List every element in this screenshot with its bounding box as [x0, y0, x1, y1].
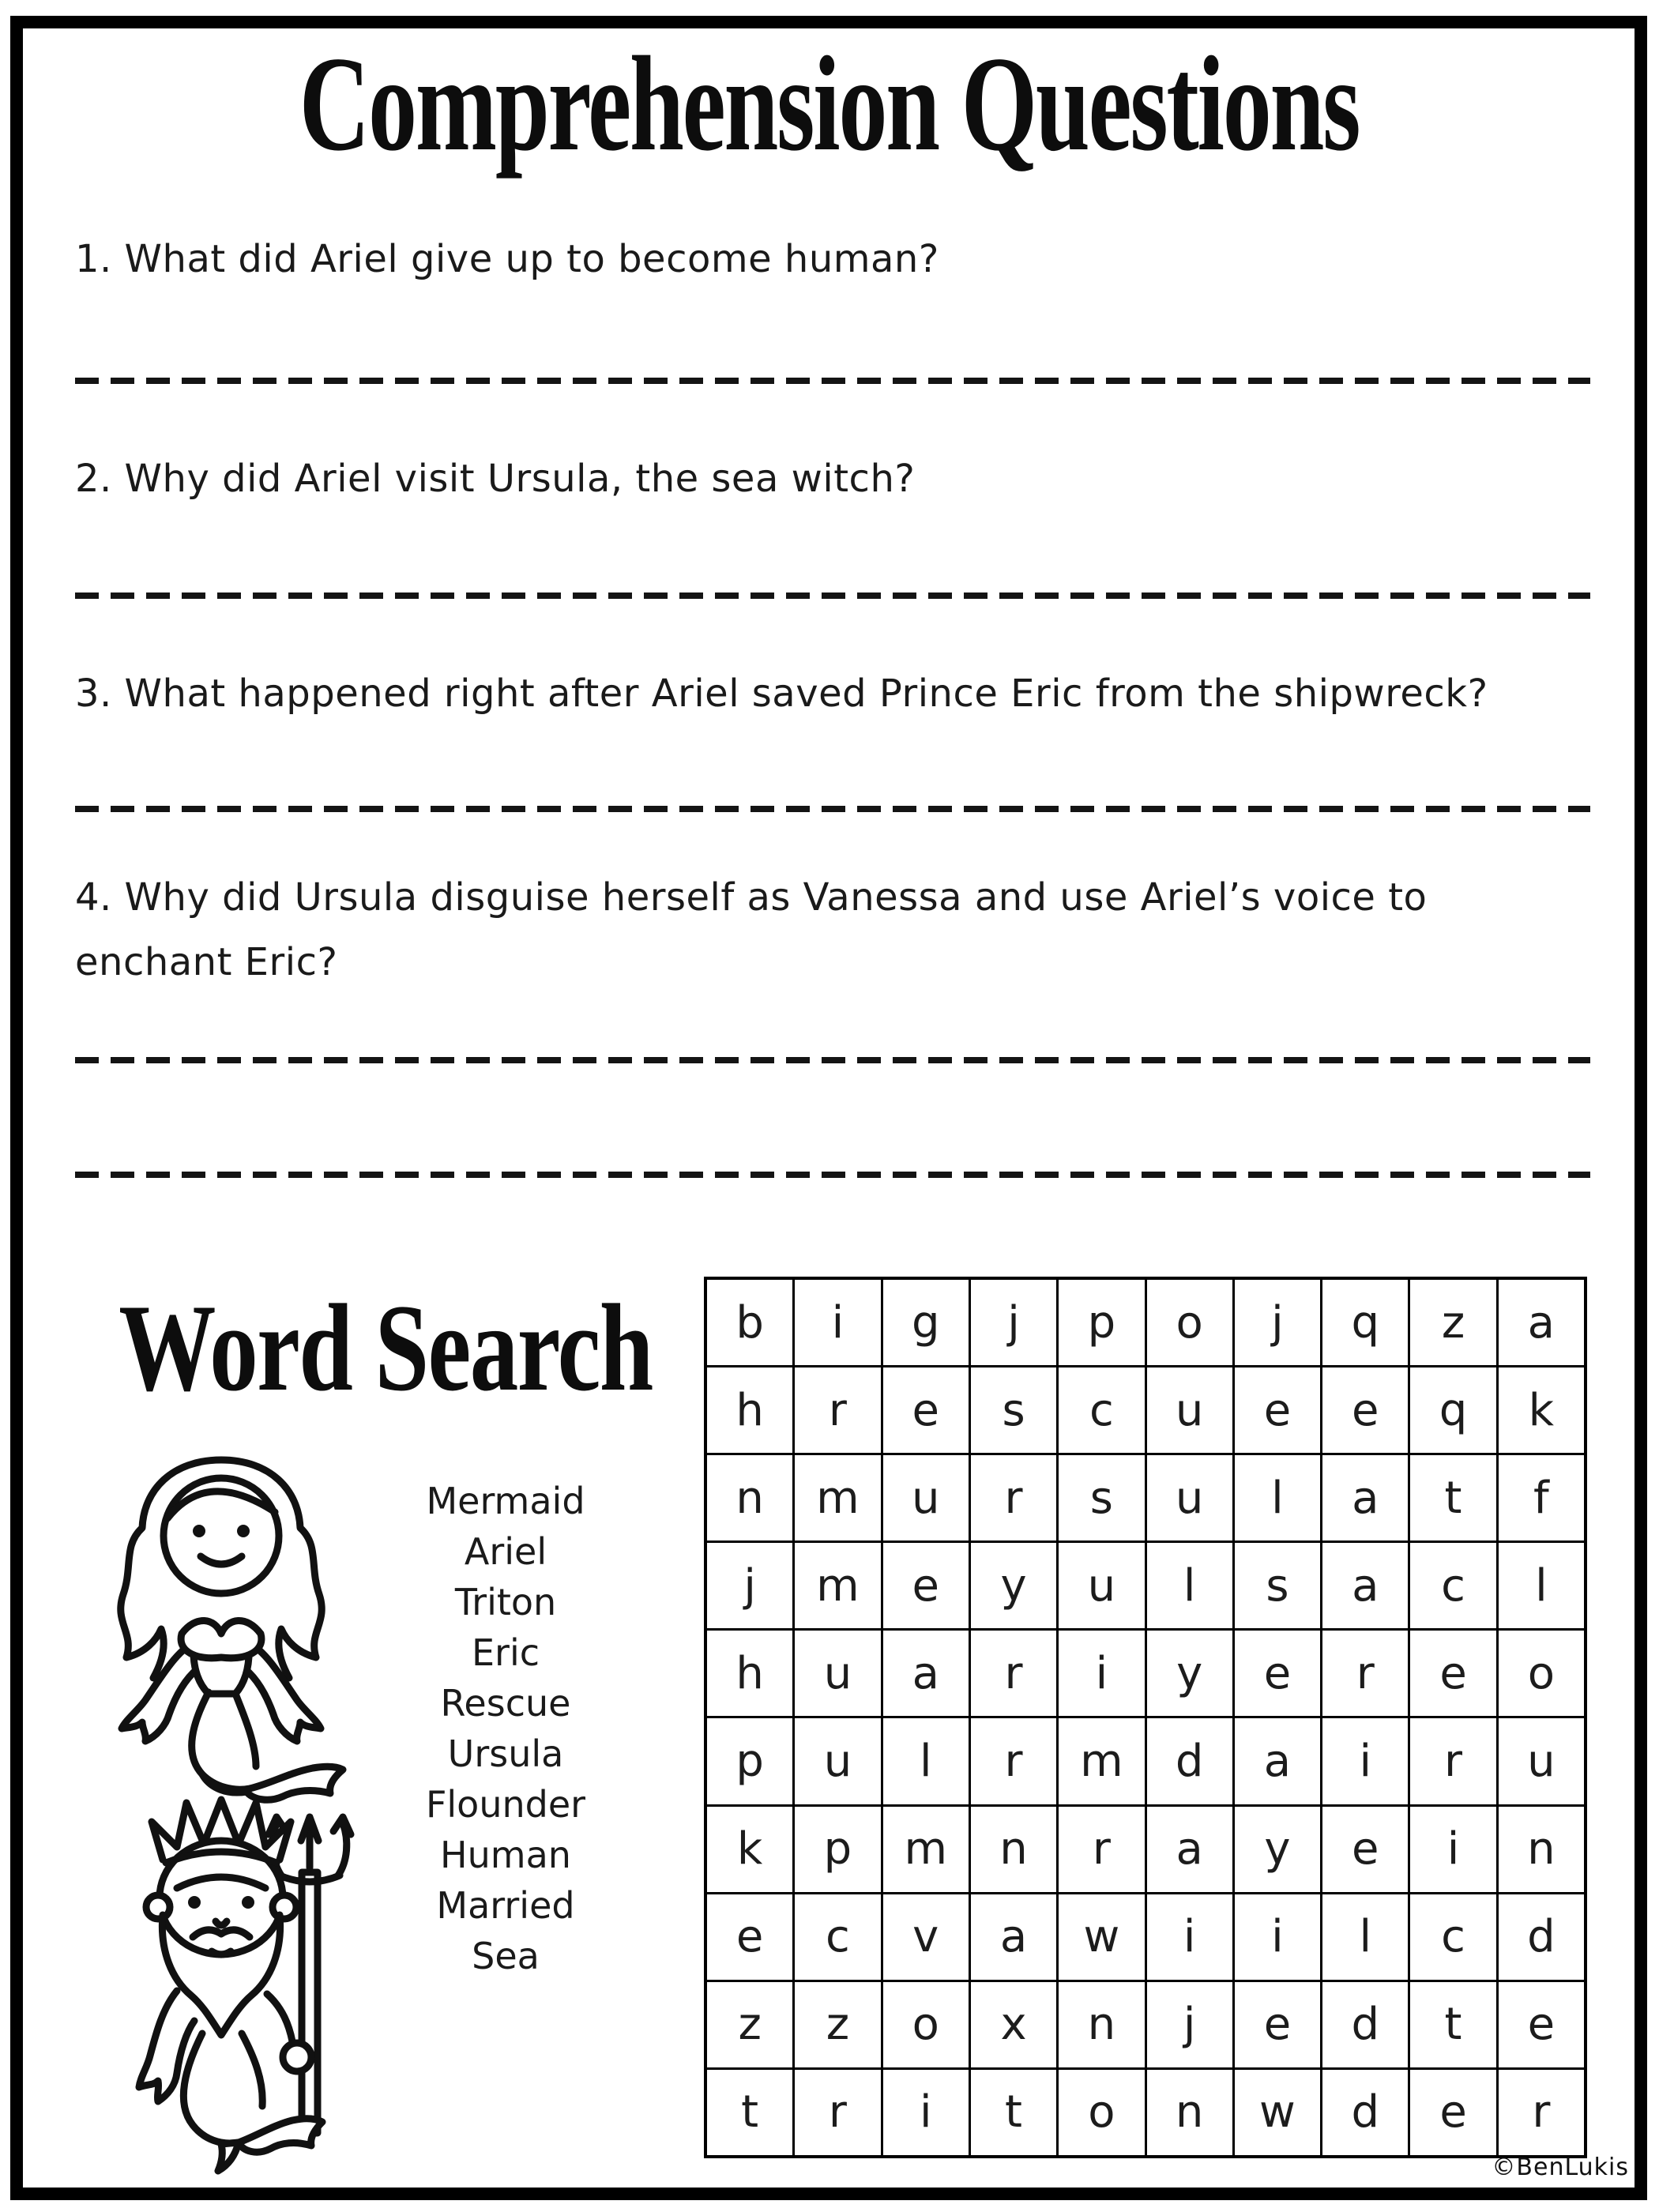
question-3: 3. What happened right after Ariel saved Prince Eric from the shipwreck?: [75, 672, 1488, 716]
grid-cell: a: [1235, 1718, 1320, 1804]
grid-cell: r: [1410, 1718, 1495, 1804]
grid-cell: i: [1059, 1631, 1144, 1716]
grid-cell: a: [1499, 1280, 1584, 1365]
grid-cell: m: [883, 1807, 969, 1892]
word-list-item: Eric: [471, 1631, 540, 1674]
watermark: ©BenLukis: [1492, 2154, 1629, 2181]
grid-cell: w: [1235, 2070, 1320, 2155]
grid-cell: n: [1059, 1982, 1144, 2067]
grid-cell: j: [1147, 1982, 1232, 2067]
grid-cell: t: [1410, 1982, 1495, 2067]
grid-cell: n: [1499, 1807, 1584, 1892]
grid-cell: e: [707, 1894, 792, 1980]
grid-cell: a: [883, 1631, 969, 1716]
word-list-item: Mermaid: [426, 1480, 585, 1522]
grid-cell: u: [795, 1718, 880, 1804]
word-list-item: Rescue: [440, 1682, 571, 1725]
grid-cell: e: [1235, 1982, 1320, 2067]
grid-cell: b: [707, 1280, 792, 1365]
grid-cell: r: [971, 1631, 1056, 1716]
grid-cell: w: [1059, 1894, 1144, 1980]
grid-cell: t: [1410, 1455, 1495, 1540]
king-triton-icon: [82, 1795, 363, 2185]
grid-cell: e: [1499, 1982, 1584, 2067]
grid-cell: r: [1059, 1807, 1144, 1892]
grid-cell: p: [707, 1718, 792, 1804]
grid-cell: g: [883, 1280, 969, 1365]
grid-cell: s: [1059, 1455, 1144, 1540]
grid-cell: u: [883, 1455, 969, 1540]
grid-cell: j: [707, 1543, 792, 1628]
page-title: [0, 29, 1659, 179]
grid-cell: i: [795, 1280, 880, 1365]
word-search-title: [43, 1279, 653, 1417]
grid-cell: c: [1410, 1543, 1495, 1628]
grid-cell: e: [1235, 1367, 1320, 1453]
mermaid-icon: [88, 1443, 354, 1811]
grid-cell: m: [795, 1543, 880, 1628]
grid-cell: i: [1235, 1894, 1320, 1980]
grid-cell: r: [971, 1718, 1056, 1804]
grid-cell: d: [1499, 1894, 1584, 1980]
grid-cell: a: [1322, 1455, 1408, 1540]
page-title-text: Comprehension Questions: [299, 29, 1360, 179]
word-list-item: Ariel: [464, 1530, 547, 1573]
grid-cell: r: [971, 1455, 1056, 1540]
word-list-item: Ursula: [447, 1732, 564, 1775]
answer-line-5: [75, 1172, 1590, 1178]
grid-cell: l: [1235, 1455, 1320, 1540]
grid-cell: s: [971, 1367, 1056, 1453]
word-list-item: Married: [436, 1884, 575, 1927]
grid-cell: o: [883, 1982, 969, 2067]
grid-cell: i: [1322, 1718, 1408, 1804]
grid-cell: z: [707, 1982, 792, 2067]
grid-cell: z: [795, 1982, 880, 2067]
grid-cell: y: [1147, 1631, 1232, 1716]
grid-cell: l: [883, 1718, 969, 1804]
grid-cell: k: [1499, 1367, 1584, 1453]
grid-cell: d: [1322, 1982, 1408, 2067]
grid-cell: c: [1059, 1367, 1144, 1453]
grid-cell: p: [1059, 1280, 1144, 1365]
word-list-item: Human: [440, 1834, 571, 1876]
grid-cell: h: [707, 1631, 792, 1716]
grid-cell: h: [707, 1367, 792, 1453]
grid-cell: u: [1059, 1543, 1144, 1628]
grid-cell: o: [1499, 1631, 1584, 1716]
question-1: 1. What did Ariel give up to become human?: [75, 237, 939, 281]
grid-cell: u: [1499, 1718, 1584, 1804]
word-search-title-text: Word Search: [118, 1279, 653, 1417]
answer-line-3: [75, 806, 1590, 812]
grid-cell: e: [1322, 1807, 1408, 1892]
grid-cell: a: [971, 1894, 1056, 1980]
grid-cell: u: [1147, 1455, 1232, 1540]
grid-cell: r: [795, 2070, 880, 2155]
answer-line-1: [75, 378, 1590, 384]
grid-cell: l: [1147, 1543, 1232, 1628]
grid-cell: j: [971, 1280, 1056, 1365]
grid-cell: c: [795, 1894, 880, 1980]
grid-cell: d: [1147, 1718, 1232, 1804]
grid-cell: t: [707, 2070, 792, 2155]
grid-cell: e: [883, 1543, 969, 1628]
grid-cell: a: [1322, 1543, 1408, 1628]
grid-cell: q: [1410, 1367, 1495, 1453]
grid-cell: l: [1499, 1543, 1584, 1628]
grid-cell: n: [971, 1807, 1056, 1892]
grid-cell: l: [1322, 1894, 1408, 1980]
grid-cell: o: [1059, 2070, 1144, 2155]
grid-cell: y: [1235, 1807, 1320, 1892]
word-list-item: Flounder: [425, 1783, 586, 1826]
grid-cell: z: [1410, 1280, 1495, 1365]
grid-cell: c: [1410, 1894, 1495, 1980]
grid-cell: j: [1235, 1280, 1320, 1365]
grid-cell: n: [1147, 2070, 1232, 2155]
grid-cell: t: [971, 2070, 1056, 2155]
grid-cell: s: [1235, 1543, 1320, 1628]
grid-cell: p: [795, 1807, 880, 1892]
grid-cell: n: [707, 1455, 792, 1540]
grid-cell: x: [971, 1982, 1056, 2067]
grid-cell: i: [1410, 1807, 1495, 1892]
grid-cell: e: [1410, 2070, 1495, 2155]
grid-cell: d: [1322, 2070, 1408, 2155]
grid-cell: u: [1147, 1367, 1232, 1453]
grid-cell: i: [1147, 1894, 1232, 1980]
grid-cell: m: [795, 1455, 880, 1540]
answer-line-4: [75, 1057, 1590, 1063]
grid-cell: e: [1410, 1631, 1495, 1716]
grid-cell: r: [1499, 2070, 1584, 2155]
word-list: [348, 1476, 664, 1981]
word-search-grid: [704, 1277, 1587, 2158]
grid-cell: r: [1322, 1631, 1408, 1716]
grid-cell: y: [971, 1543, 1056, 1628]
grid-cell: i: [883, 2070, 969, 2155]
grid-cell: q: [1322, 1280, 1408, 1365]
grid-cell: v: [883, 1894, 969, 1980]
grid-cell: a: [1147, 1807, 1232, 1892]
grid-cell: f: [1499, 1455, 1584, 1540]
grid-cell: m: [1059, 1718, 1144, 1804]
question-4: 4. Why did Ursula disguise herself as Vanessa and use Ariel’s voice to enchant Eric?: [75, 875, 1428, 984]
word-list-item: Triton: [454, 1581, 557, 1623]
question-2: 2. Why did Ariel visit Ursula, the sea witch?: [75, 457, 916, 501]
grid-cell: u: [795, 1631, 880, 1716]
grid-cell: r: [795, 1367, 880, 1453]
grid-cell: k: [707, 1807, 792, 1892]
grid-cell: o: [1147, 1280, 1232, 1365]
grid-cell: e: [1235, 1631, 1320, 1716]
grid-cell: e: [1322, 1367, 1408, 1453]
word-list-item: Sea: [472, 1935, 540, 1977]
answer-line-2: [75, 592, 1590, 599]
grid-cell: e: [883, 1367, 969, 1453]
